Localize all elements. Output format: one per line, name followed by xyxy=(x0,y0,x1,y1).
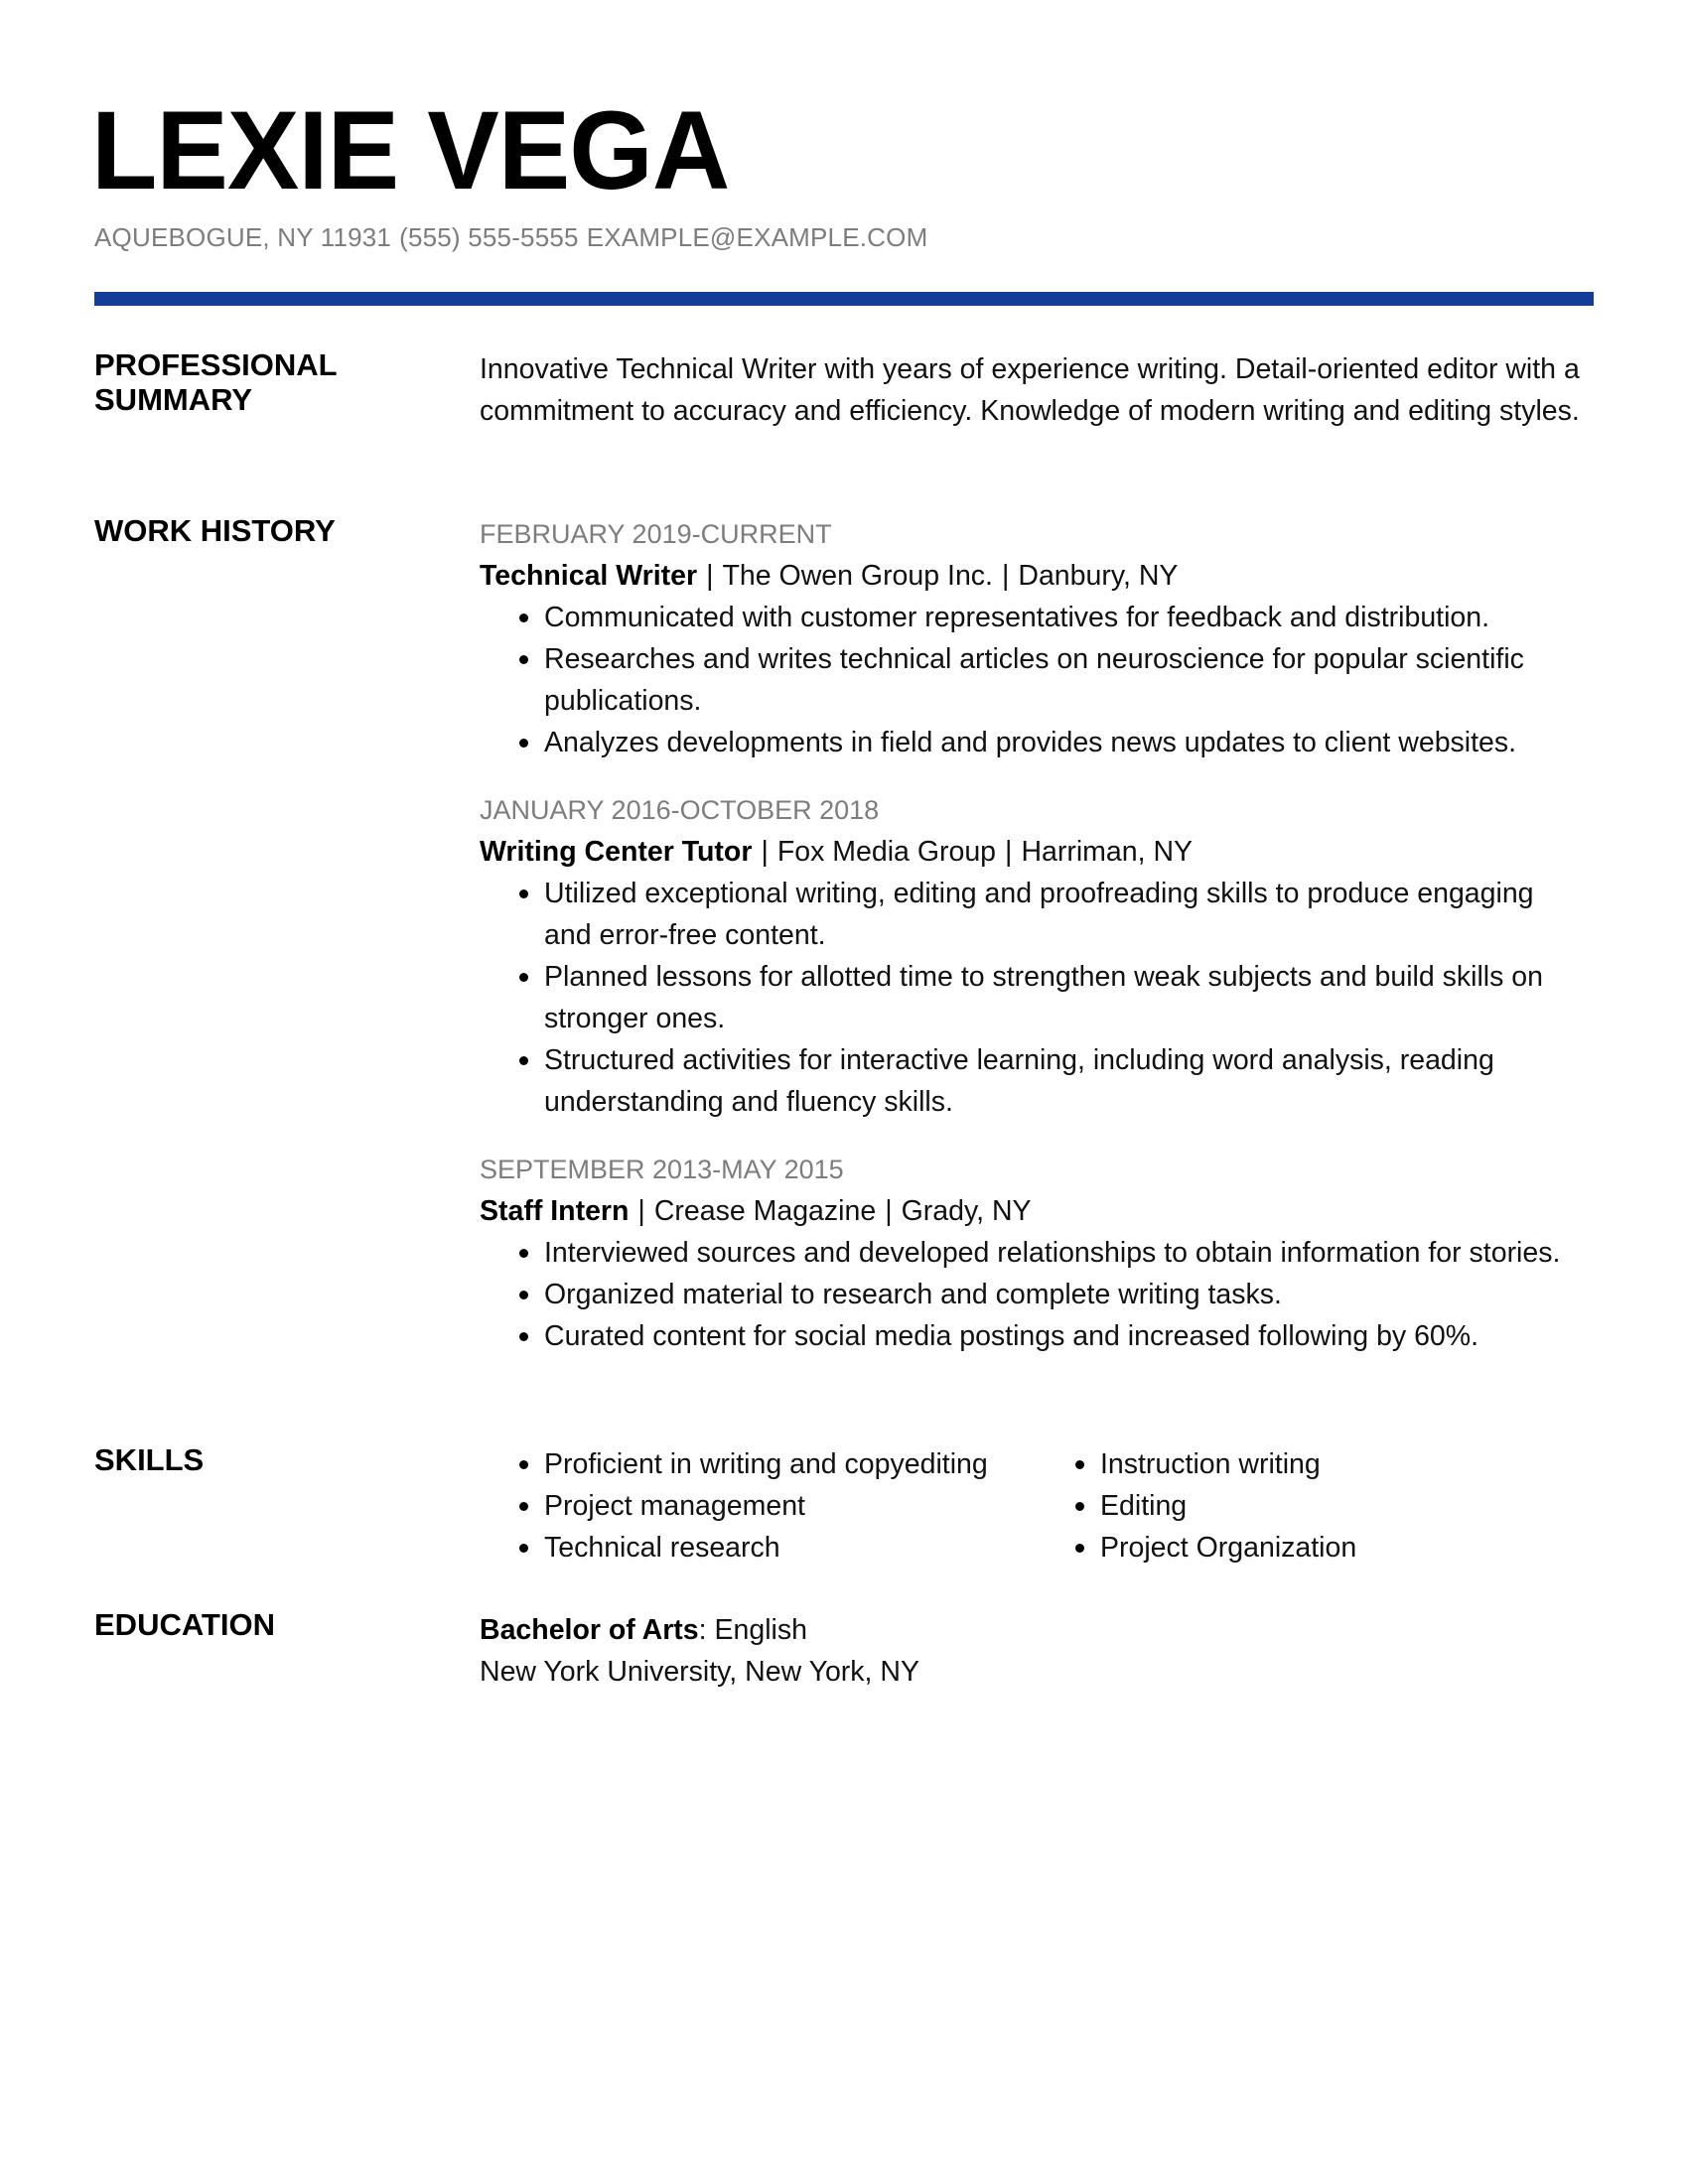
job-title: Writing Center Tutor xyxy=(480,836,753,868)
candidate-name: LEXIE VEGA xyxy=(91,88,730,212)
job-bullet: Communicated with customer representatives for feedback and distribution. xyxy=(544,597,1602,638)
job-separator: | xyxy=(637,1195,645,1227)
job-title: Technical Writer xyxy=(480,560,698,592)
job-dates: JANUARY 2016-OCTOBER 2018 xyxy=(480,795,880,825)
education-block xyxy=(480,1609,1602,1693)
job-bullet: Structured activities for interactive learning, including word analysis, reading understanding and fluency skills. xyxy=(544,1039,1602,1123)
job-dates: SEPTEMBER 2013-MAY 2015 xyxy=(480,1155,844,1184)
skill-item: Editing xyxy=(1100,1485,1597,1527)
job-company: Fox Media Group xyxy=(776,836,997,868)
education-degree-line xyxy=(480,1609,1602,1651)
job-location: Harriman, NY xyxy=(1021,836,1194,868)
job-heading xyxy=(480,1190,1602,1232)
job-location: Grady, NY xyxy=(901,1195,1032,1227)
job-bullet: Organized material to research and complete writing tasks. xyxy=(544,1274,1602,1315)
section-title-summary xyxy=(94,347,338,417)
job-bullets xyxy=(480,873,1602,1123)
job-separator: | xyxy=(761,836,769,868)
job-bullets xyxy=(480,597,1602,763)
contact-line xyxy=(94,222,927,253)
job-bullet: Utilized exceptional writing, editing and proofreading skills to produce engaging and error-free content. xyxy=(544,873,1602,956)
job-entry xyxy=(480,789,1602,1123)
education-degree: Bachelor of Arts xyxy=(480,1614,699,1646)
job-company: The Owen Group Inc. xyxy=(722,560,993,592)
contact-phone: (555) 555-5555 xyxy=(399,222,579,252)
section-title-summary-line1: PROFESSIONAL xyxy=(94,347,338,382)
job-dates: FEBRUARY 2019-CURRENT xyxy=(480,519,832,549)
skills-column-left xyxy=(480,1443,1036,1569)
skill-item: Proficient in writing and copyediting xyxy=(544,1443,1036,1485)
job-title: Staff Intern xyxy=(480,1195,630,1227)
section-title-education: EDUCATION xyxy=(94,1607,275,1642)
contact-email[interactable]: EXAMPLE@EXAMPLE.COM xyxy=(586,222,928,252)
job-heading xyxy=(480,831,1602,873)
summary-block xyxy=(480,348,1602,432)
job-bullets xyxy=(480,1232,1602,1357)
job-heading xyxy=(480,555,1602,597)
section-title-work: WORK HISTORY xyxy=(94,513,336,548)
skill-item: Instruction writing xyxy=(1100,1443,1597,1485)
skill-item: Project Organization xyxy=(1100,1527,1597,1569)
contact-address: AQUEBOGUE, NY 11931 xyxy=(94,222,392,252)
job-entry xyxy=(480,1149,1602,1357)
job-separator: | xyxy=(1001,560,1010,592)
job-location: Danbury, NY xyxy=(1018,560,1179,592)
section-title-summary-line2: SUMMARY xyxy=(94,382,253,417)
skills-column-right xyxy=(1036,1443,1597,1569)
skill-item: Technical research xyxy=(544,1527,1036,1569)
work-history xyxy=(480,513,1602,1383)
header-divider xyxy=(94,292,1594,306)
section-title-skills: SKILLS xyxy=(94,1442,205,1477)
job-bullet: Researches and writes technical articles on neuroscience for popular scientific publications. xyxy=(544,638,1602,722)
job-separator: | xyxy=(1005,836,1013,868)
skill-item: Project management xyxy=(544,1485,1036,1527)
job-bullet: Interviewed sources and developed relationships to obtain information for stories. xyxy=(544,1232,1602,1274)
job-bullet: Planned lessons for allotted time to strengthen weak subjects and build skills on stronger ones. xyxy=(544,956,1602,1039)
job-company: Crease Magazine xyxy=(653,1195,877,1227)
job-separator: | xyxy=(885,1195,893,1227)
job-bullet: Analyzes developments in field and provides news updates to client websites. xyxy=(544,722,1602,763)
job-entry xyxy=(480,513,1602,763)
skills-list xyxy=(480,1443,1602,1569)
summary-text: Innovative Technical Writer with years of experience writing. Detail-oriented editor with a commitment to accuracy and efficiency. Knowledge of modern writing and editing styles. xyxy=(480,353,1580,427)
education-school: New York University, New York, NY xyxy=(480,1656,919,1688)
job-bullet: Curated content for social media postings and increased following by 60%. xyxy=(544,1315,1602,1357)
job-separator: | xyxy=(706,560,714,592)
education-field: : English xyxy=(698,1614,807,1646)
